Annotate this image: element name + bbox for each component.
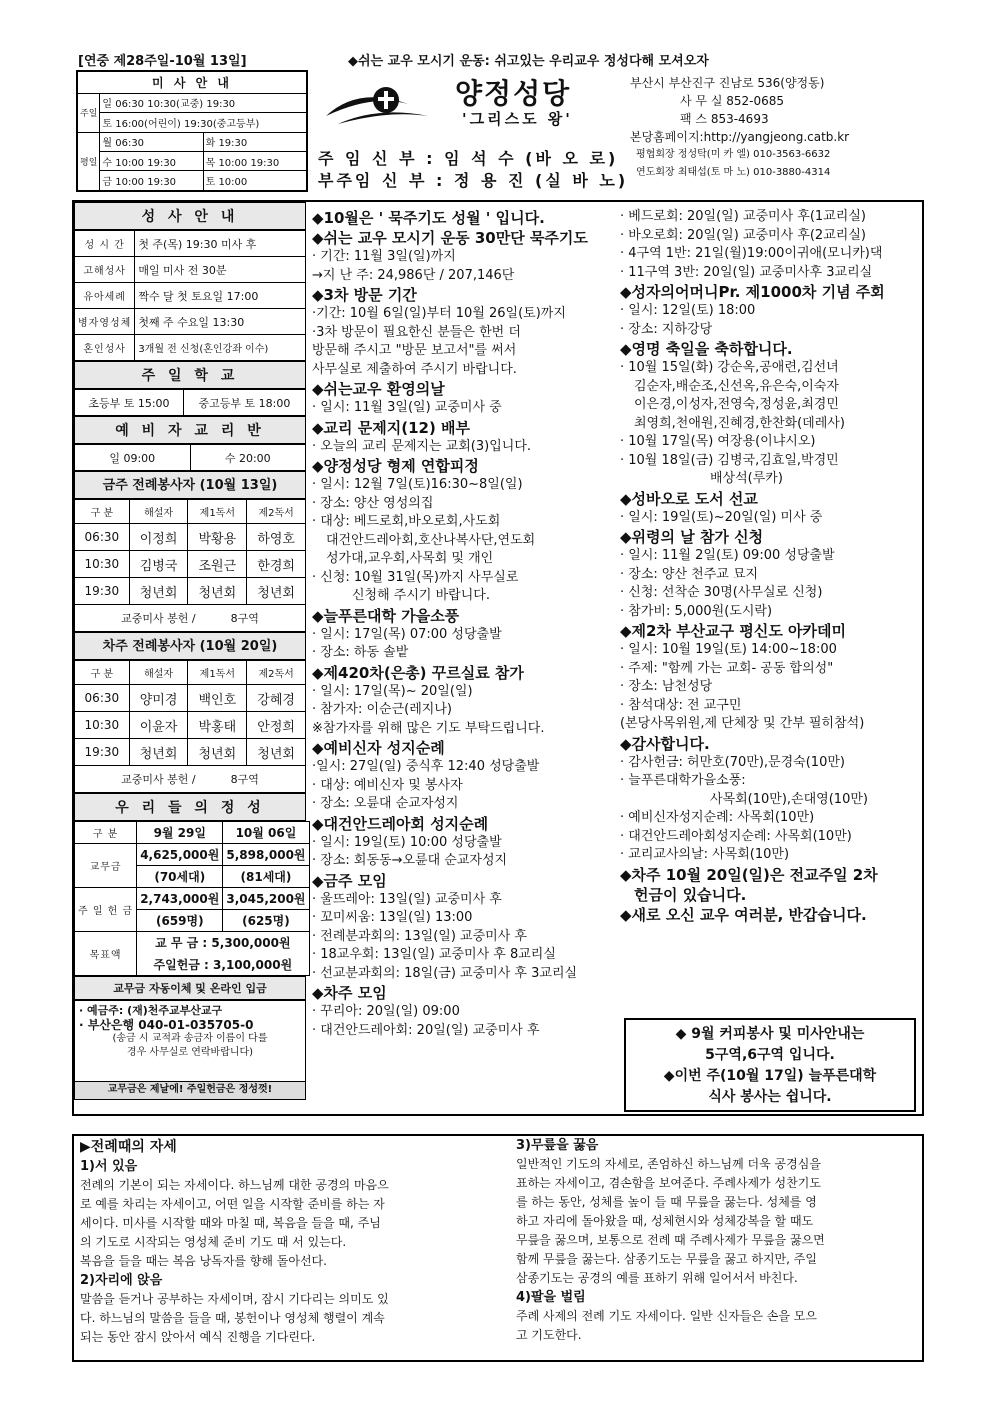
announcement-heading: ◆감사합니다.: [620, 734, 710, 753]
this-week-servers-table: [74, 499, 306, 632]
paragraph-line: 일반적인 기도의 자세로, 존엄하신 하느님께 더욱 공경심을: [516, 1157, 821, 1171]
notice-line: ◆ 9월 커피봉사 및 미사안내는: [675, 1026, 865, 1042]
lay-president-contact: 연도회장 최태섭(토 마 노) 010-3880-4314: [636, 167, 831, 178]
cell: 양미경: [129, 685, 188, 712]
announcement-heading: ◆영명 축일을 축하합니다.: [620, 340, 793, 358]
col-header: 9월 29일: [137, 822, 223, 844]
announcement-line: ·일시: 27일(일) 중식후 12:40 성당출발: [312, 759, 540, 774]
notice-box: [624, 1018, 916, 1112]
liturgy-title: ▶전례때의 자세: [80, 1139, 177, 1155]
announcement-line: · 10월 15일(화) 강순옥,공애련,김선녀: [620, 360, 839, 375]
left-column: [74, 202, 306, 1100]
paragraph-line: 로 예를 차리는 자세이고, 어떤 일을 시작할 준비를 하는 자: [80, 1197, 385, 1211]
weekday-mass: 목 10:00 19:30: [203, 152, 307, 171]
cell: 강혜경: [247, 685, 306, 712]
cell: 김병국: [129, 551, 188, 578]
cell: 청년회: [129, 578, 188, 605]
weekday-mass: 토 10:00: [203, 171, 307, 191]
cell: 청년회: [247, 578, 306, 605]
col-header: 제1독서: [188, 661, 247, 685]
col-header: 구 분: [75, 500, 130, 524]
announcement-line: · 18교우회: 13일(일) 교중미사 후 8교리실: [312, 947, 556, 962]
paragraph-line: 함께 무릎을 꿇는다. 삼종기도는 무릎을 꿇고 하지만, 주일: [516, 1252, 817, 1266]
school-elementary: 초등부 토 15:00: [75, 390, 184, 416]
mass-schedule-table: [76, 70, 308, 192]
announcement-line: · 장소: 양산 천주교 묘지: [620, 566, 759, 582]
cell: 청년회: [129, 739, 188, 766]
announcement-line: · 교리교사의날: 사목회(10만): [620, 847, 790, 862]
paragraph-line: 전례의 기본이 되는 자세이다. 하느님께 대한 공경의 마음으: [80, 1178, 389, 1192]
sacrament-value: 첫 주(목) 19:30 미사 후: [135, 231, 306, 257]
announcement-line: 배상석(루카): [710, 471, 783, 486]
assistant-pastor: 부주임 신 부 : 정 용 진 (실 바 노): [318, 171, 629, 190]
col-header: 구 분: [75, 822, 137, 844]
cell: 10:30: [75, 712, 130, 739]
announcement-heading: ◆10월은 ' 묵주기도 성월 ' 입니다.: [312, 209, 545, 227]
announcement-line: · 늘푸른대학가을소풍:: [620, 773, 746, 788]
paragraph-line: 삼종기도는 공경의 예를 표하기 위해 일어서서 바친다.: [516, 1271, 798, 1285]
goal-dues: 교 무 금 : 5,300,000원: [137, 932, 309, 954]
announcement-heading: ◆제420차(은총) 꾸르실료 참가: [312, 663, 524, 682]
table-row: [75, 739, 306, 766]
notice-line: 식사 봉사는 쉽니다.: [708, 1089, 832, 1105]
announcement-line: · 울뜨레아: 13일(일) 교중미사 후: [312, 891, 502, 907]
paragraph-line: 무릎을 꿇으며, 보통으로 전례 때 주례사제가 무릎을 꿇으면: [516, 1233, 825, 1247]
sunday-mass-2: 토 16:00(어린이) 19:30(중고등부): [100, 113, 307, 132]
cell: 박황용: [188, 524, 247, 551]
announcement-line: · 기간: 11월 3일(일)까지: [312, 249, 456, 264]
issue-date: [연중 제28주일-10월 13일]: [78, 54, 247, 69]
cell: 10:30: [75, 551, 130, 578]
paragraph-line: 복음을 들을 때는 복음 낭독자를 향해 돌아선다.: [80, 1254, 327, 1268]
church-logo: [318, 76, 448, 136]
announcement-line: 사무실로 제출하여 주시기 바랍니다.: [312, 361, 517, 377]
announcement-line: 김순자,배순조,신선옥,유은숙,이숙자: [634, 378, 839, 394]
announcement-line: · 전례분과회의: 13일(일) 교중미사 후: [312, 928, 527, 944]
paragraph-line: 주례 사제의 전례 기도 자세이다. 일반 신자들은 손을 모으: [516, 1309, 817, 1323]
section-heading: 1)서 있음: [80, 1159, 138, 1174]
office-phone: 사 무 실 852-0685: [680, 94, 784, 108]
paragraph-line: 되는 동안 잠시 앉아서 예식 진행을 기다린다.: [80, 1330, 316, 1344]
table-row: [75, 578, 306, 605]
announcement-line: · 신청: 선착순 30명(사무실로 신청): [620, 585, 823, 600]
collection-amount: 3,045,200원: [223, 888, 309, 910]
weekday-mass: 수 10:00 19:30: [100, 152, 203, 171]
announcement-line: ·기간: 10월 6일(일)부터 10월 26일(토)까지: [312, 306, 566, 321]
announcement-heading: ◆위령의 날 참가 신청: [620, 528, 764, 546]
announcement-line: · 일시: 19일(토) 10:00 성당출발: [312, 834, 502, 850]
sunday-mass-1: 일 06:30 10:30(교중) 19:30: [100, 93, 307, 112]
dues-label: 교무금: [75, 844, 137, 888]
dues-amount: 5,898,000원: [223, 844, 309, 866]
middle-column: [312, 208, 612, 1040]
announcement-line: · 일시: 19일(토)~20일(일) 미사 중: [620, 509, 823, 525]
goal-label: 목표액: [75, 932, 137, 976]
sacrament-value: 3개월 전 신청(혼인강좌 이수): [135, 335, 306, 361]
announcement-line: · 4구역 1반: 21일(월)19:00이귀애(모니카)댁: [620, 246, 883, 261]
cell: 06:30: [75, 524, 130, 551]
announcement-line: 대건안드레아회,호산나복사단,연도회: [326, 532, 536, 548]
announcement-line: 사목회(10만),손대영(10만): [710, 791, 868, 807]
col-header: 제1독서: [188, 500, 247, 524]
goal-collection: 주일헌금 : 3,100,000원: [137, 954, 309, 976]
col-header: 제2독서: [247, 661, 306, 685]
announcement-line: · 장소: 오륜대 순교자성지: [312, 796, 459, 811]
announcement-line: · 바오로회: 20일(일) 교중미사 후(2교리실): [620, 227, 866, 243]
bank-note-1: (송금 시 교적과 송금자 이름이 다를: [112, 1033, 268, 1044]
church-subtitle: '그리스도 왕': [462, 110, 573, 128]
account-holder: · 예금주: (재)천주교부산교구: [79, 1004, 223, 1017]
notice-line: 5구역,6구역 입니다.: [705, 1047, 835, 1063]
announcement-line: · 장소: 회동동→오륜대 순교자성지: [312, 853, 508, 868]
announcement-line: (본당사목위원,제 단체장 및 간부 필히참석): [620, 716, 865, 731]
announcement-heading: ◆양정성당 형제 연합피정: [312, 457, 479, 475]
sunday-label: 주일: [77, 93, 100, 132]
announcement-line: · 대상: 베드로회,바오로회,사도회: [312, 514, 501, 529]
announcement-line: · 오늘의 교리 문제지는 교회(3)입니다.: [312, 438, 532, 454]
announcement-line: · 10월 18일(금) 김병국,김효일,박경민: [620, 452, 839, 468]
announcement-line: · 베드로회: 20일(일) 교중미사 후(1교리실): [620, 209, 866, 224]
paragraph-line: 말씀을 듣거나 공부하는 자세이며, 잠시 기다리는 의미도 있: [80, 1292, 389, 1306]
announcement-heading: ◆금주 모임: [312, 871, 387, 890]
paragraph-line: 고 기도한다.: [516, 1328, 582, 1342]
sunday-school-table: [74, 389, 306, 416]
cell: 19:30: [75, 578, 130, 605]
announcement-heading: ◆예비신자 성지순례: [312, 739, 445, 757]
announcement-line: · 주제: "함께 가는 교회- 공동 합의성": [620, 660, 834, 676]
paragraph-line: 세이다. 미사를 시작할 때와 마칠 때, 복음을 들을 때, 주님: [80, 1216, 381, 1230]
cell: 청년회: [247, 739, 306, 766]
sacrament-key: 혼인성사: [75, 335, 135, 361]
cell: 한경희: [247, 551, 306, 578]
announcement-line: · 감사헌금: 허만호(70만),문경숙(10만): [620, 754, 845, 770]
catechumen-table: [74, 444, 306, 471]
bank-info: [74, 1000, 306, 1082]
liturgy-posture-left: [80, 1138, 480, 1347]
cell: 청년회: [188, 739, 247, 766]
address: 부산시 부산진구 진남로 536(양정동): [630, 76, 825, 90]
catechumen-title: 예 비 자 교 리 반: [74, 416, 306, 444]
announcement-line: · 일시: 12월 7일(토)16:30~8일(일): [312, 477, 523, 492]
paragraph-line: 하고 자리에 돌아왔을 때, 성체현시와 성체강복을 할 때도: [516, 1214, 814, 1228]
weekday-mass: 금 10:00 19:30: [100, 171, 203, 191]
table-row: [75, 524, 306, 551]
announcement-line: · 대건안드레아회: 20일(일) 교중미사 후: [312, 1022, 540, 1038]
announcement-line: · 일시: 10월 19일(토) 14:00~18:00: [620, 642, 837, 657]
col-header: 구 분: [75, 661, 130, 685]
next-week-title: 차주 전례봉사자 (10월 20일): [74, 632, 306, 660]
announcement-line: · 꼬미씨움: 13일(일) 13:00: [312, 910, 473, 925]
church-name: 양정성당: [455, 77, 572, 110]
cell: 이윤자: [129, 712, 188, 739]
announcement-line: · 장소: 남천성당: [620, 679, 713, 694]
dues-households: (81세대): [223, 866, 309, 888]
sacrament-key: 병자영성체: [75, 309, 135, 335]
this-week-offertory: 교중미사 봉헌 / 8구역: [75, 605, 306, 632]
announcement-heading: ◆성자의어머니Pr. 제1000차 기념 주회: [620, 283, 885, 301]
announcement-heading: ◆새로 오신 교우 여러분, 반갑습니다.: [620, 905, 867, 924]
announcement-line: · 일시: 17일(목)~ 20일(일): [312, 683, 473, 699]
fax: 팩 스 853-4693: [680, 112, 769, 126]
announcement-line: 최영희,천애원,진혜경,한찬화(데레사): [634, 415, 845, 431]
sacrament-title: 성 사 안 내: [74, 202, 306, 230]
announcement-line: →지 난 주: 24,986단 / 207,146단: [312, 267, 515, 283]
paragraph-line: 를 하는 동안, 성체를 높이 들 때 무릎을 꿇는다. 성체를 영: [516, 1195, 817, 1209]
announcement-heading: ◆쉬는교우 환영의날: [312, 380, 445, 398]
weekday-label: 평일: [77, 132, 100, 191]
announcement-line: 성가대,교우회,사목회 및 개인: [326, 551, 494, 566]
announcement-line: ·3차 방문이 필요한신 분들은 한번 더: [312, 324, 521, 340]
announcement-line: · 꾸리아: 20일(일) 09:00: [312, 1004, 460, 1019]
dues-households: (70세대): [137, 866, 223, 888]
cell: 박홍태: [188, 712, 247, 739]
paragraph-line: 표하는 자세이고, 겸손함을 보여준다. 주례사제가 성찬기도: [516, 1176, 821, 1190]
cell: 조원근: [188, 551, 247, 578]
announcement-line: · 장소: 지하강당: [620, 321, 713, 337]
announcement-line: · 장소: 양산 영성의집: [312, 495, 434, 511]
sacrament-key: 유아세례: [75, 283, 135, 309]
announcement-heading: ◆차주 10월 20일(일)은 전교주일 2차: [620, 865, 878, 884]
right-column: [620, 208, 920, 925]
notice-line: ◆이번 주(10월 17일) 늘푸른대학: [663, 1068, 877, 1084]
sacrament-key: 고해성사: [75, 257, 135, 283]
president-contact: 평협회장 정성탁(미 카 엘) 010-3563-6632: [636, 149, 831, 160]
announcement-heading: ◆제2차 부산교구 평신도 아카데미: [620, 622, 847, 640]
sacrament-table: [74, 230, 306, 361]
cell: 이정희: [129, 524, 188, 551]
offering-table: [74, 821, 310, 976]
contact-info: [630, 74, 930, 182]
account-number: · 부산은행 040-01-035705-0: [79, 1018, 254, 1032]
announcement-line: 이은경,이성자,전영숙,정성윤,최경민: [634, 397, 839, 412]
announcement-heading: ◆쉬는 교우 모시기 운동 30만단 묵주기도: [312, 229, 588, 247]
table-row: [75, 685, 306, 712]
announcement-line: · 신청: 10월 31일(목)까지 사무실로: [312, 569, 519, 585]
announcement-heading: ◆늘푸른대학 가을소풍: [312, 606, 460, 625]
announcement-line: · 일시: 12일(토) 18:00: [620, 303, 756, 318]
announcement-heading: ◆차주 모임: [312, 984, 387, 1002]
catechumen-wednesday: 수 20:00: [190, 445, 306, 471]
announcement-line: 방문해 주시고 "방문 보고서"를 써서: [312, 343, 517, 358]
cell: 백인호: [188, 685, 247, 712]
next-week-offertory: 교중미사 봉헌 / 8구역: [75, 766, 306, 793]
announcement-line: · 선교분과회의: 18일(금) 교중미사 후 3교리실: [312, 965, 578, 981]
announcement-line: · 참가비: 5,000원(도시락): [620, 603, 773, 619]
collection-people: (625명): [223, 910, 309, 932]
section-heading: 4)팔을 벌림: [516, 1290, 586, 1305]
announcement-line: · 예비신자성지순례: 사목회(10만): [620, 810, 815, 825]
table-row: [75, 712, 306, 739]
announcement-line: · 10월 17일(목) 여장용(이냐시오): [620, 434, 816, 449]
cell: 청년회: [188, 578, 247, 605]
collection-people: (659명): [137, 910, 223, 932]
section-heading: 2)자리에 앉음: [80, 1273, 163, 1288]
weekday-mass: 월 06:30: [100, 132, 203, 151]
announcement-heading: ◆3차 방문 기간: [312, 286, 417, 304]
announcement-line: · 일시: 17일(목) 07:00 성당출발: [312, 626, 502, 642]
cell: 안정희: [247, 712, 306, 739]
bank-title: 교무금 자동이체 및 온라인 입금: [74, 976, 306, 1000]
col-header: 10월 06일: [223, 822, 309, 844]
sacrament-value: 짝수 달 첫 토요일 17:00: [135, 283, 306, 309]
collection-amount: 2,743,000원: [137, 888, 223, 910]
homepage-link[interactable]: 본당홈페이지:http://yangjeong.catb.kr: [630, 130, 850, 144]
paragraph-line: 의 기도로 시작되는 영성체 준비 기도 때 서 있는다.: [80, 1235, 347, 1249]
announcement-line: · 대상: 예비신자 및 봉사자: [312, 777, 463, 793]
cell: 06:30: [75, 685, 130, 712]
offering-title: 우 리 들 의 정 성: [74, 793, 306, 821]
announcement-heading: ◆교리 문제지(12) 배부: [312, 418, 470, 437]
announcement-line: 신청해 주시기 바랍니다.: [352, 588, 490, 603]
announcement-line: · 참가자: 이순근(레지나): [312, 702, 452, 717]
col-header: 해설자: [129, 661, 188, 685]
announcement-line: · 일시: 11월 3일(일) 교중미사 중: [312, 400, 502, 415]
paragraph-line: 다. 하느님의 말씀을 들을 때, 봉헌이나 영성체 행렬이 계속: [80, 1311, 385, 1325]
section-heading: 3)무릎을 꿇음: [516, 1138, 599, 1153]
liturgy-posture-right: [516, 1136, 916, 1345]
sacrament-value: 매일 미사 전 30분: [135, 257, 306, 283]
announcement-line: ※참가자를 위해 많은 기도 부탁드립니다.: [312, 720, 545, 736]
announcement-heading: ◆대건안드레아회 성지순례: [312, 814, 489, 833]
table-row: [75, 551, 306, 578]
school-secondary: 중고등부 토 18:00: [183, 390, 305, 416]
cell: 하영호: [247, 524, 306, 551]
sacrament-value: 첫째 주 수요일 13:30: [135, 309, 306, 335]
next-week-servers-table: [74, 660, 306, 793]
pastor: 주 임 신 부 : 임 석 수 (바 오 로): [318, 149, 619, 168]
announcement-line: · 대건안드레아회성지순례: 사목회(10만): [620, 828, 852, 844]
top-banner: [78, 50, 928, 68]
announcement-line: · 참석대상: 전 교구민: [620, 697, 742, 713]
col-header: 제2독서: [247, 500, 306, 524]
dues-amount: 4,625,000원: [137, 844, 223, 866]
cell: 19:30: [75, 739, 130, 766]
announcement-line: · 11구역 3반: 20일(일) 교중미사후 3교리실: [620, 264, 873, 280]
col-header: 해설자: [129, 500, 188, 524]
announcement-heading: 헌금이 있습니다.: [634, 885, 747, 904]
sunday-school-title: 주 일 학 교: [74, 361, 306, 389]
sacrament-key: 성 시 간: [75, 231, 135, 257]
catechumen-sunday: 일 09:00: [75, 445, 191, 471]
sunday-collection-label: 주 일 헌 금: [75, 888, 137, 932]
this-week-title: 금주 전례봉사자 (10월 13일): [74, 471, 306, 499]
weekday-mass: 화 19:30: [203, 132, 307, 151]
announcement-line: · 장소: 하동 솔밭: [312, 645, 409, 660]
announcement-line: · 일시: 11월 2일(토) 09:00 성당출발: [620, 548, 835, 563]
announcement-heading: ◆성바오로 도서 선교: [620, 489, 758, 508]
bank-footer: 교무금은 제날에! 주일헌금은 정성껏!: [74, 1082, 306, 1100]
campaign-slogan: ◆쉬는 교우 모시기 운동: 쉬고있는 우리교우 정성다해 모셔오자: [348, 54, 709, 69]
mass-title: 미 사 안 내: [77, 71, 307, 93]
bank-note-2: 경우 사무실로 연락바랍니다): [126, 1047, 254, 1058]
